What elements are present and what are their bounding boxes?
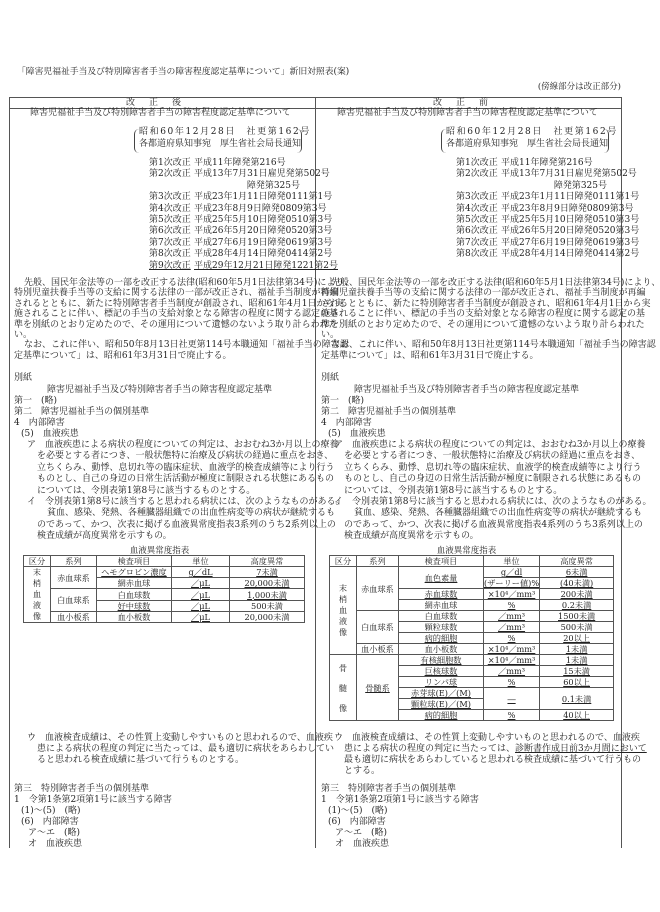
amendment-value: 平成23年8月9日障発0809第3号 [194, 203, 327, 214]
category-cell [330, 655, 357, 721]
item-text: 病的細胞 [424, 633, 458, 643]
unit-cell [484, 589, 540, 600]
paragraph-a-line: を必要とする者につき、一般状態特に治療及び病状の経過に重点をおき、 [344, 451, 641, 462]
table-header-cell: 単位 [172, 556, 230, 567]
amendment-label: 第1次改正 [456, 158, 498, 168]
section-2-4-5: (5) 血液疾患 [328, 429, 386, 439]
amendment-label: 第3次改正 [456, 192, 498, 203]
paragraph-i-line: のであって、かつ、次表に掲げる血液異常度指表3系列のうち2系列以上の [37, 519, 336, 530]
amendment-label: 第5次改正 [149, 215, 191, 225]
paragraph-u-line: 患による病状の程度の判定に当たっては、診断書作成日前3か月間において [344, 744, 647, 754]
unit-cell [484, 611, 540, 622]
amendment-label: 第4次改正 [149, 203, 191, 214]
value-cell [540, 644, 614, 655]
section-3: 第三 特別障害者手当の個別基準 [14, 784, 150, 794]
unit-text: ／mm³ [498, 622, 526, 632]
section-2-4: 4 内部障害 [321, 418, 372, 428]
amendment-label: 第4次改正 [456, 203, 498, 214]
annex-label: 別紙 [321, 373, 340, 383]
amendment-row [456, 192, 640, 203]
paragraph-i-line: 検査成績が高度異常を示すもの。 [37, 531, 172, 542]
table-header-row [330, 556, 614, 567]
paragraph-i-line: 貧血、感染、発熱、各種臓器組織での出血性病変等の病状が継続するも [47, 508, 336, 519]
section-3-1-6: (6) 内部障害 [21, 817, 79, 827]
preamble-line: なお、これに伴い、昭和50年8月13日社更第114号本職通知「福祉手当の障害認 [331, 340, 656, 351]
amendment-row [149, 237, 333, 249]
unit-text: ／mm³ [498, 611, 526, 621]
amendment-row [456, 203, 634, 215]
value-cell [540, 677, 614, 688]
amendment-row [456, 249, 640, 260]
unit-cell [484, 655, 540, 666]
section-3-o: オ 血液疾患 [28, 839, 83, 849]
item-cell [399, 677, 484, 688]
amendment-value: 平成26年5月20日障発0520第3号 [194, 226, 333, 237]
preamble-line: 準を別紙のとおり定めたので、その運用について遺憾のないよう取り計らわれた [321, 319, 645, 330]
notice-title: 障害児福祉手当及び特別障害者手当の障害程度認定基準について [337, 108, 598, 118]
paragraph-a-line: については、令別表第1第8号に該当するものとする。 [344, 485, 563, 496]
amendment-label: 第6次改正 [456, 226, 498, 237]
item-text: 血小板数 [117, 612, 151, 622]
item-text: 血小板数 [424, 644, 458, 654]
series-cell: 赤血球系 [357, 567, 399, 611]
amendment-value: 平成27年6月19日障発0619第3号 [501, 237, 640, 248]
item-cell [399, 710, 484, 721]
section-2-4: 4 内部障害 [14, 418, 65, 428]
preamble-line: 定基準について」は、昭和61年3月31日で廃止する。 [14, 350, 232, 361]
value-cell [540, 633, 614, 644]
item-cell [97, 578, 172, 589]
document-title: 「障害児福祉手当及び特別障害者手当の障害程度認定基準について」新旧対照表(案) [17, 67, 350, 77]
preamble-line: 定基準について」は、昭和61年3月31日で廃止する。 [321, 350, 539, 361]
item-text: 赤芽球(E)／(M) [411, 688, 471, 698]
item-text: 網赤血球 [117, 578, 151, 588]
unit-text: % [507, 633, 516, 643]
value-cell [230, 612, 305, 623]
paragraph-i-line: 貧血、感染、発熱、各種臓器組織での出血性病変等の病状が継続するも [354, 508, 643, 519]
item-cell [399, 600, 484, 611]
item-cell [399, 567, 484, 589]
item-cell [399, 633, 484, 644]
value-cell [540, 622, 614, 633]
table-header-cell: 高度異常 [230, 556, 305, 567]
value-cell [230, 589, 305, 601]
amendment-label: 第8次改正 [456, 249, 498, 260]
table-header-cell: 検査項目 [399, 556, 484, 567]
value-text: 1500未満 [558, 611, 596, 621]
paragraph-u-line: とする。 [344, 766, 381, 776]
preamble-line: 施されることに伴い、標記の手当の支給対象となる障害の程度に関する認定の基 [321, 309, 646, 320]
paragraph-i-line: イ 令別表第1第8号に該当すると思われる病状には、次のようなものがある。 [334, 497, 652, 507]
value-text: 500未満 [560, 622, 593, 632]
table-header-cell: 区分 [24, 556, 51, 567]
item-text: 網赤血球 [424, 600, 458, 610]
notice-recipient: 各都道府県知事宛 厚生省社会局長通知 [446, 139, 609, 149]
amendment-label: 第2次改正 [456, 169, 498, 180]
table-row [24, 612, 305, 623]
item-text: 赤血球数 [424, 589, 458, 599]
section-3: 第三 特別障害者手当の個別基準 [321, 784, 457, 794]
unit-text: % [507, 710, 516, 720]
unit-text: ／mm³ [498, 666, 526, 676]
amendment-label: 第2次改正 [149, 169, 191, 180]
value-text: 0.1未満 [561, 693, 592, 704]
value-text: 7未満 [256, 567, 278, 577]
item-cell [399, 644, 484, 655]
category-label: 末梢血液像 [338, 583, 348, 637]
preamble-line: されるとともに、新たに特別障害者手当制度が創設され、昭和61年4月1日から実 [321, 298, 651, 309]
amendment-label: 第3次改正 [149, 192, 191, 203]
preamble-line: 特別児童扶養手当等の支給に関する法律の一部が改正され、福祉手当制度が再編 [321, 288, 646, 299]
table-header-cell: 検査項目 [97, 556, 172, 567]
amendment-value: 平成29年12月21日障発1221第2号 [194, 260, 338, 271]
category-cell [24, 567, 51, 623]
preamble-line: 準を別紙のとおり定めたので、その運用について遺憾のないよう取り計らわれた [14, 319, 338, 330]
unit-cell [484, 567, 540, 578]
section-1: 第一 (略) [14, 396, 58, 406]
table-row [330, 611, 614, 622]
amendment-value: 平成25年5月10日障発0510第3号 [194, 215, 333, 225]
value-cell [540, 688, 614, 710]
table-header-cell: 高度異常 [540, 556, 614, 567]
amendment-value: 平成28年4月14日障発0414第2号 [501, 249, 640, 260]
amendment-label: 第7次改正 [456, 237, 498, 248]
unit-text: % [507, 677, 516, 687]
changed-text: 診断書作成日前3か月間において [515, 744, 647, 754]
unit-cell [484, 633, 540, 644]
amendment-row [149, 203, 327, 215]
amendment-value: 平成23年1月11日障発0111第1号 [194, 192, 333, 203]
column-header: 改正前 [432, 98, 502, 108]
section-3-1-1: (1)～(5) (略) [21, 806, 81, 816]
section-3-a: ア～エ (略) [335, 828, 388, 838]
item-cell [399, 622, 484, 633]
value-text: 20,000未満 [244, 578, 290, 588]
series-cell: 骨髄系 [357, 655, 399, 721]
amendment-value: 平成23年8月9日障発0809第3号 [501, 203, 634, 214]
value-text: 60以上 [563, 677, 590, 687]
preamble-line: なお、これに伴い、昭和50年8月13日社更第114号本職通知「福祉手当の障害認 [24, 340, 349, 351]
table-title: 血液異常度指表 [129, 546, 190, 556]
annex-title: 障害児福祉手当及び特別障害者手当の障害程度認定基準 [46, 385, 272, 395]
series-cell: 白血球系 [51, 589, 97, 612]
section-2-4-5: (5) 血液疾患 [21, 429, 79, 439]
section-3-a: ア～エ (略) [28, 828, 81, 838]
paragraph-a-line: ア 血液疾患による病状の程度についての判定は、おおむね3か月以上の療養 [334, 440, 646, 450]
amendment-label: 第8次改正 [149, 249, 191, 260]
unit-cell [484, 600, 540, 611]
value-cell [540, 666, 614, 677]
value-text: 40以上 [563, 710, 590, 720]
value-cell [540, 655, 614, 666]
paragraph-a-line: については、令別表第1第8号に該当するものとする。 [37, 485, 256, 496]
paragraph-a-line: を必要とする者につき、一般状態特に治療及び病状の経過に重点をおき、 [37, 451, 334, 462]
item-cell [97, 567, 172, 578]
amendment-row [456, 158, 607, 169]
series-cell: 血小板系 [357, 644, 399, 655]
amendment-row [149, 260, 338, 272]
notice-date: 昭和60年12月28日 社更第162号 [446, 127, 618, 137]
amendment-label: 第9次改正 [149, 260, 191, 271]
item-text: ヘモグロビン濃度 [101, 567, 167, 577]
value-text: 0.2未満 [561, 600, 592, 610]
table-row [24, 567, 305, 578]
preamble-line: 先般、国民年金法等の一部を改正する法律(昭和60年5月1日法律第34号)により、 [331, 278, 660, 288]
unit-text: % [507, 600, 516, 610]
item-cell [399, 611, 484, 622]
value-text: 20,000未満 [244, 612, 290, 622]
notice-date: 昭和60年12月28日 社更第162号 [139, 127, 311, 137]
unit-text: ×10⁴／mm³ [487, 589, 536, 599]
paragraph-i-line: 検査成績が高度異常を示すもの。 [344, 531, 479, 542]
amendment-row [456, 237, 640, 249]
value-text: 200未満 [560, 589, 593, 599]
item-cell [399, 589, 484, 600]
item-cell [97, 612, 172, 623]
value-text: 1未満 [565, 655, 588, 665]
category-label: 末梢血液像 [32, 567, 42, 621]
series-cell: 白血球系 [357, 611, 399, 644]
amendment-value: 平成11年障発第216号 [501, 158, 593, 168]
unit-text: ／μL [191, 589, 210, 600]
amendment-row [456, 215, 640, 226]
unit-text: ／μL [191, 612, 210, 622]
amendment-value: 平成11年障発第216号 [194, 158, 286, 168]
table-row [330, 655, 614, 666]
item-text: 病的細胞 [424, 710, 458, 720]
amendment-value: 平成25年5月10日障発0510第3号 [501, 215, 640, 225]
value-cell [540, 567, 614, 578]
unit-cell [484, 578, 540, 589]
value-text: 1,000未満 [247, 589, 287, 600]
paragraph-a-line: 立ちくらみ、動悸、息切れ等の臨床症状、血液学的検査成績等により行う [344, 462, 642, 473]
section-3-1-6: (6) 内部障害 [328, 817, 386, 827]
item-text: 顆粒球(E)／(M) [411, 699, 471, 709]
table-header-cell: 系列 [357, 556, 399, 567]
paragraph-u-line: ウ 血液検査成績は、その性質上変動しやすいものと思われるので、血液疾 [27, 733, 333, 743]
item-cell [399, 655, 484, 666]
section-3-1: 1 令第1条第2項第1号に該当する障害 [14, 795, 172, 805]
section-2: 第二 障害児福祉手当の個別基準 [14, 407, 150, 417]
item-text: 好中球数 [117, 601, 151, 611]
value-text: 20以上 [563, 633, 590, 643]
notice-title: 障害児福祉手当及び特別障害者手当の障害程度認定基準について [30, 108, 291, 118]
unit-cell [484, 622, 540, 633]
amendment-row [149, 215, 333, 226]
item-text: リンパ球 [424, 677, 458, 687]
value-cell [540, 611, 614, 622]
item-text: 巨核球数 [424, 666, 458, 676]
item-text: 顆粒球数 [424, 622, 458, 632]
value-cell [540, 589, 614, 600]
preamble-line: されるとともに、新たに特別障害者手当制度が創設され、昭和61年4月1日から実 [14, 298, 344, 309]
amendment-value: 平成13年7月31日雇児発第502号 [194, 169, 330, 180]
amendment-row [456, 226, 640, 237]
amendment-row [149, 158, 300, 169]
unit-text: g／dl [500, 567, 523, 577]
unit-cell [484, 677, 540, 688]
item-text: 白血球数 [117, 589, 151, 600]
paragraph-a-line: ものとし、自己の身辺の日常生活活動が極度に制限される状態にあるもの [344, 474, 642, 485]
column-header: 改正後 [125, 98, 195, 108]
category-label: 骨髄像 [338, 662, 348, 713]
blood-abnormality-table [23, 555, 305, 623]
unit-text: g／dL [188, 567, 213, 577]
paragraph-i-line: のであって、かつ、次表に掲げる血液異常度指表4系列のうち3系列以上の [344, 519, 643, 530]
paragraph-u-line: ウ 血液検査成績は、その性質上変動しやすいものと思われるので、血液疾 [334, 733, 640, 743]
item-cell [97, 589, 172, 601]
unit-cell [484, 666, 540, 677]
value-cell [230, 601, 305, 612]
unit-cell [172, 578, 230, 589]
unit-text: ×10⁴／mm³ [487, 644, 536, 654]
amendment-row [149, 169, 330, 180]
blood-abnormality-table [329, 555, 614, 721]
unit-cell [172, 567, 230, 578]
paragraph-u-line: 最も適切に病状をあらわしていると思われる検査成績に基づいて行うもの [344, 755, 642, 765]
unit-cell [484, 710, 540, 721]
amendment-row [149, 226, 333, 237]
table-header-cell: 単位 [484, 556, 540, 567]
unit-text: ／μL [191, 601, 210, 611]
amendment-row [149, 192, 333, 203]
section-3-o: オ 血液疾患 [335, 839, 390, 849]
unit-cell [484, 688, 540, 710]
paragraph-a-line: ア 血液疾患による病状の程度についての判定は、おおむね3か月以上の療養 [27, 440, 339, 450]
table-title: 血液異常度指表 [436, 546, 497, 556]
paragraph-a-line: 立ちくらみ、動悸、息切れ等の臨床症状、血液学的検査成績等により行う [37, 462, 335, 473]
category-cell [330, 567, 357, 655]
amendment-row [149, 249, 333, 260]
amendment-value: 平成26年5月20日障発0520第3号 [501, 226, 640, 237]
unit-cell [484, 644, 540, 655]
section-3-1: 1 令第1条第2項第1号に該当する障害 [321, 795, 479, 805]
item-text: 白血球数 [424, 611, 458, 621]
value-text: (40未満) [560, 578, 594, 588]
value-text: 1未満 [565, 644, 588, 654]
amendment-value: 障発第325号 [553, 180, 607, 191]
section-3-1-1: (1)～(5) (略) [328, 806, 388, 816]
amendment-value: 平成28年4月14日障発0414第2号 [194, 249, 333, 260]
preamble-line: い。 [321, 330, 340, 340]
amendment-label: 第7次改正 [149, 237, 191, 248]
annex-title: 障害児福祉手当及び特別障害者手当の障害程度認定基準 [353, 385, 579, 395]
paragraph-a-line: ものとし、自己の身辺の日常生活活動が極度に制限される状態にあるもの [37, 474, 335, 485]
unit-cell [172, 589, 230, 601]
preamble-line: い。 [14, 330, 33, 340]
unit-cell [172, 601, 230, 612]
item-cell [399, 666, 484, 677]
amendment-value: 平成23年1月11日障発0111第1号 [501, 192, 640, 203]
preamble-line: 特別児童扶養手当等の支給に関する法律の一部が改正され、福祉手当制度が再編 [14, 288, 339, 299]
table-header-row [24, 556, 305, 567]
table-row [24, 589, 305, 601]
value-text: 500未満 [250, 601, 283, 611]
series-cell: 赤血球系 [51, 567, 97, 589]
table-row [330, 567, 614, 578]
item-text: 有核細胞数 [420, 655, 462, 665]
paragraph-i-line: イ 令別表第1第8号に該当すると思われる病状には、次のようなものがある。 [27, 497, 345, 507]
underline-note: (傍線部分は改正部分) [537, 82, 621, 92]
amendment-label: 第1次改正 [149, 158, 191, 168]
value-text: 15未満 [563, 666, 590, 676]
section-2: 第二 障害児福祉手当の個別基準 [321, 407, 457, 417]
amendment-label: 第5次改正 [456, 215, 498, 225]
notice-recipient: 各都道府県知事宛 厚生省社会局長通知 [139, 139, 302, 149]
amendment-label: 第6次改正 [149, 226, 191, 237]
paragraph-u-line: ると思われる検査成績に基づいて行うものとする。 [37, 755, 245, 765]
value-cell [540, 578, 614, 589]
unit-text: ／μL [191, 578, 210, 588]
amendment-row [456, 181, 607, 192]
item-cell [399, 699, 484, 710]
table-header-cell: 区分 [330, 556, 357, 567]
table-row [330, 644, 614, 655]
unit-text: ― [507, 693, 516, 704]
paragraph-u-line: 患による病状の程度の判定に当たっては、最も適切に病状をあらわしてい [37, 744, 335, 754]
amendment-value: 平成13年7月31日雇児発第502号 [501, 169, 637, 180]
unit-text: (ザーリー値)% [484, 578, 540, 588]
table-header-cell: 系列 [51, 556, 97, 567]
amendment-value: 平成27年6月19日障発0619第3号 [194, 237, 333, 248]
series-cell: 血小板系 [51, 612, 97, 623]
preamble-line: 施されることに伴い、標記の手当の支給対象となる障害の程度に関する認定の基 [14, 309, 339, 320]
preamble-line: 先般、国民年金法等の一部を改正する法律(昭和60年5月1日法律第34号)により、 [24, 278, 354, 288]
amendment-value: 障発第325号 [246, 180, 300, 191]
item-cell [97, 601, 172, 612]
unit-text: ×10⁴／mm³ [487, 655, 536, 665]
section-1: 第一 (略) [321, 396, 365, 406]
unit-cell [172, 612, 230, 623]
amendment-row [149, 181, 300, 192]
annex-label: 別紙 [14, 373, 33, 383]
item-text: 血色素量 [424, 572, 458, 583]
item-cell [399, 688, 484, 699]
value-cell [540, 710, 614, 721]
value-text: 6未満 [565, 567, 588, 577]
value-cell [540, 600, 614, 611]
value-cell [230, 567, 305, 578]
amendment-row [456, 169, 637, 180]
value-cell [230, 578, 305, 589]
